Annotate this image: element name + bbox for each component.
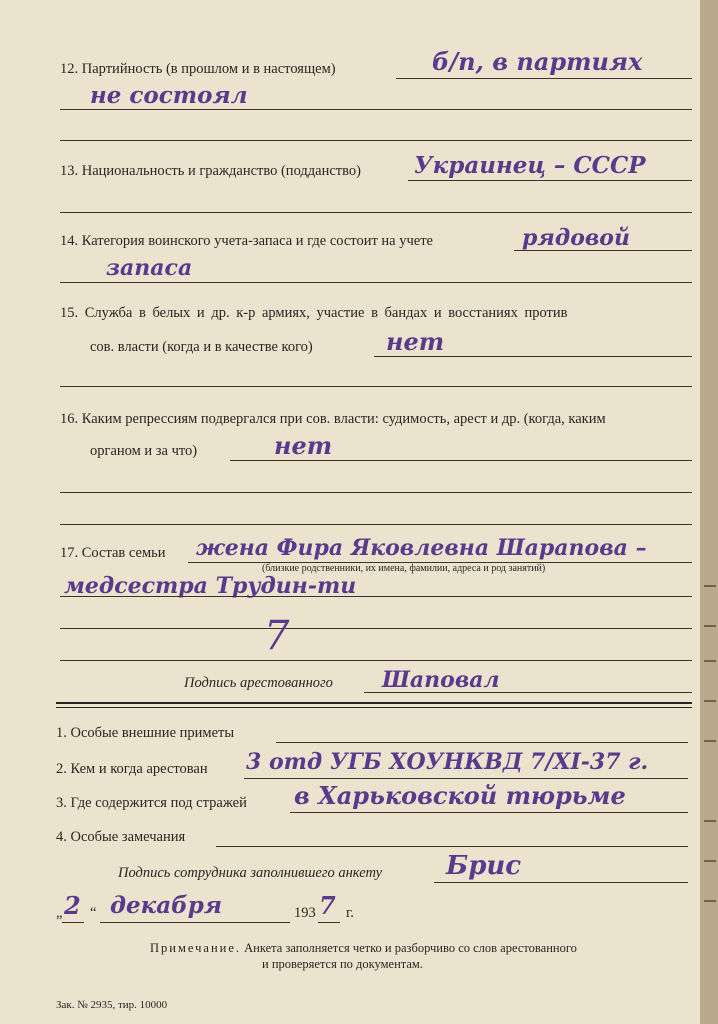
binding-edge xyxy=(700,0,718,1024)
date-suffix: г. xyxy=(346,905,354,921)
date-day-line xyxy=(62,922,84,923)
q16-label-1: 16. Каким репрессиям подвергался при сов. власти: судимость, арест и др. (когда, каким xyxy=(60,411,606,427)
q17-line-3 xyxy=(60,628,692,629)
edge-mark xyxy=(704,660,716,662)
q12-line-1 xyxy=(396,78,692,79)
date-year-prefix: 193 xyxy=(294,905,316,921)
date-year-line xyxy=(318,922,340,923)
date-month: декабря xyxy=(110,892,223,919)
q15-line-1 xyxy=(374,356,692,357)
note-text-2: и проверяется по документам. xyxy=(262,957,423,971)
edge-mark xyxy=(704,820,716,822)
q15-label-2: сов. власти (когда и в качестве кого) xyxy=(90,339,313,355)
edge-mark xyxy=(704,625,716,627)
q13-answer: Украинец – СССР xyxy=(414,152,646,179)
q16-label-2: органом и за что) xyxy=(90,443,198,459)
s2-line xyxy=(244,778,688,779)
s3-label: 3. Где содержится под стражей xyxy=(56,795,247,811)
officer-signature: Брис xyxy=(446,851,522,881)
s1-line xyxy=(276,742,688,743)
q17-line-4 xyxy=(60,660,692,661)
s2-answer: 3 отд УГБ ХОУНКВД 7/XI-37 г. xyxy=(246,749,649,775)
date-close-quote: “ xyxy=(90,905,97,921)
s4-line xyxy=(216,846,688,847)
officer-signature-label: Подпись сотрудника заполнившего анкету xyxy=(118,865,383,881)
q17-hint: (близкие родственники, их имена, фамилии, адреса и род занятий) xyxy=(262,563,546,574)
q12-line-2 xyxy=(60,109,692,110)
q12-answer-1: б/п, в партиях xyxy=(432,47,643,76)
q16-line-2 xyxy=(60,492,692,493)
arrested-signature-label: Подпись арестованного xyxy=(184,675,333,691)
q12-label: 12. Партийность (в прошлом и в настоящем) xyxy=(60,61,336,77)
q15-line-2 xyxy=(60,386,692,387)
officer-signature-line xyxy=(434,882,688,883)
q17-mark: 7 xyxy=(264,613,290,659)
date-open-quote: „ xyxy=(56,905,63,921)
q13-label: 13. Национальность и гражданство (подданство) xyxy=(60,163,361,179)
q15-label-1: 15. Служба в белых и др. к-р армиях, участие в бандах и восстаниях против xyxy=(60,305,568,321)
q16-line-3 xyxy=(60,524,692,525)
q14-line-2 xyxy=(60,282,692,283)
note-line-1 xyxy=(150,940,577,956)
q12-answer-2: не состоял xyxy=(90,82,248,109)
q17-line-2 xyxy=(60,596,692,597)
q16-answer: нет xyxy=(274,431,333,460)
q13-line-1 xyxy=(408,180,692,181)
note-title: Примечание. xyxy=(150,941,242,955)
q17-answer-2: медсестра Трудин-ти xyxy=(64,573,357,599)
date-year-digit: 7 xyxy=(319,891,336,920)
date-day: 2 xyxy=(64,891,81,920)
edge-mark xyxy=(704,700,716,702)
q17-answer-1: жена Фира Яковлевна Шарапова – xyxy=(196,535,647,561)
q14-label: 14. Категория воинского учета-запаса и где состоит на учете xyxy=(60,233,433,249)
section-separator-top xyxy=(56,702,692,704)
edge-mark xyxy=(704,860,716,862)
q16-line-1 xyxy=(230,460,692,461)
edge-mark xyxy=(704,585,716,587)
q14-answer-2: запаса xyxy=(106,255,193,281)
s3-line xyxy=(290,812,688,813)
q12-line-3 xyxy=(60,140,692,141)
q15-answer: нет xyxy=(386,327,445,356)
note-text-1: Анкета заполняется четко и разборчиво со слов арестованного xyxy=(244,941,577,955)
q17-label: 17. Состав семьи xyxy=(60,545,166,561)
q13-line-2 xyxy=(60,212,692,213)
s1-label: 1. Особые внешние приметы xyxy=(56,725,235,741)
print-info: Зак. № 2935, тир. 10000 xyxy=(56,999,168,1011)
s4-label: 4. Особые замечания xyxy=(56,829,186,845)
s2-label: 2. Кем и когда арестован xyxy=(56,761,208,777)
section-separator-bottom xyxy=(56,707,692,708)
edge-mark xyxy=(704,900,716,902)
edge-mark xyxy=(704,740,716,742)
date-month-line xyxy=(100,922,290,923)
q14-answer-1: рядовой xyxy=(522,225,630,251)
arrested-signature: Шаповал xyxy=(382,667,500,693)
s3-answer: в Харьковской тюрьме xyxy=(294,781,626,810)
